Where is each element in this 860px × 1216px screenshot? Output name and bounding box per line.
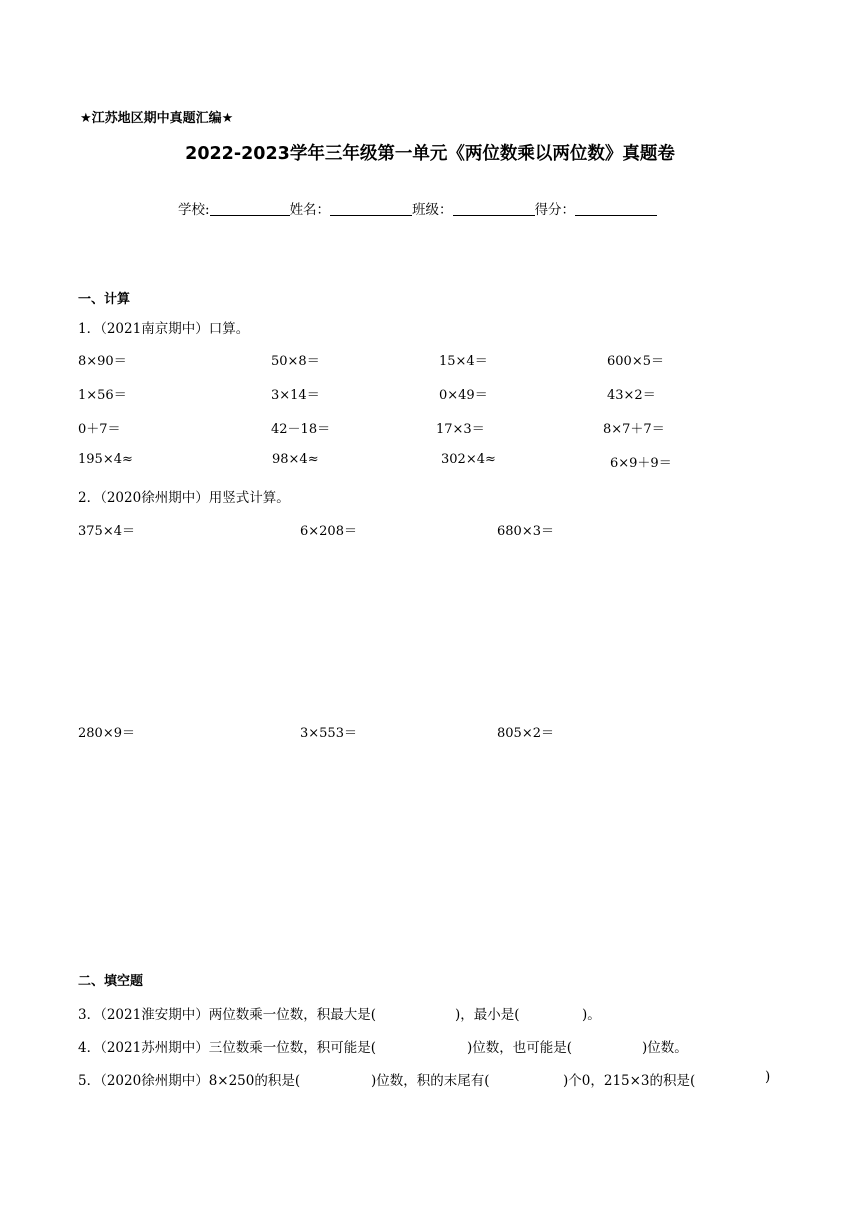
oral-calc-item: 0＋7＝ bbox=[78, 422, 121, 437]
oral-calc-item: 0×49＝ bbox=[439, 388, 488, 403]
page-title: 2022-2023学年三年级第一单元《两位数乘以两位数》真题卷 bbox=[185, 144, 675, 164]
oral-calc-item: 302×4≈ bbox=[441, 452, 496, 467]
question-5-part-1: 5．（2020徐州期中）8×250的积是( bbox=[78, 1073, 301, 1089]
oral-calc-item: 43×2＝ bbox=[607, 388, 656, 403]
question-5-part-2: )位数，积的末尾有( bbox=[371, 1073, 490, 1089]
vertical-calc-item: 280×9＝ bbox=[78, 726, 135, 741]
oral-calc-item: 15×4＝ bbox=[439, 354, 488, 369]
question-4-part-3: )位数。 bbox=[642, 1040, 688, 1056]
question-4-part-1: 4．（2021苏州期中）三位数乘一位数，积可能是( bbox=[78, 1040, 376, 1056]
student-info-line bbox=[178, 198, 657, 218]
section-fill-blank-title: 二、填空题 bbox=[78, 974, 144, 989]
class-blank[interactable] bbox=[453, 201, 535, 216]
oral-calc-item: 98×4≈ bbox=[272, 452, 319, 467]
class-label: 班级： bbox=[412, 202, 453, 218]
score-blank[interactable] bbox=[575, 201, 657, 216]
vertical-calc-item: 375×4＝ bbox=[78, 524, 135, 539]
vertical-calc-item: 680×3＝ bbox=[497, 524, 554, 539]
section-calculation-title: 一、计算 bbox=[78, 292, 131, 307]
question-3-part-3: )。 bbox=[582, 1007, 601, 1023]
question-5-part-4: ) bbox=[765, 1069, 771, 1085]
collection-tag: ★江苏地区期中真题汇编★ bbox=[80, 111, 234, 126]
vertical-calc-item: 3×553＝ bbox=[300, 726, 357, 741]
question-2-prompt: 2．（2020徐州期中）用竖式计算。 bbox=[78, 490, 290, 506]
oral-calc-item: 17×3＝ bbox=[436, 422, 485, 437]
question-5-part-3: )个0，215×3的积是( bbox=[563, 1073, 696, 1089]
oral-calc-item: 42－18＝ bbox=[271, 422, 331, 437]
name-label: 姓名： bbox=[289, 202, 331, 218]
oral-calc-item: 600×5＝ bbox=[607, 354, 664, 369]
question-4-part-2: )位数，也可能是( bbox=[467, 1040, 573, 1056]
question-1-prompt: 1．（2021南京期中）口算。 bbox=[78, 321, 250, 337]
oral-calc-item: 8×90＝ bbox=[78, 354, 127, 369]
school-blank[interactable] bbox=[210, 201, 290, 216]
school-label: 学校: bbox=[178, 202, 210, 218]
oral-calc-item: 8×7＋7＝ bbox=[603, 422, 665, 437]
oral-calc-item: 3×14＝ bbox=[271, 388, 320, 403]
vertical-calc-item: 805×2＝ bbox=[497, 726, 554, 741]
oral-calc-item: 50×8＝ bbox=[271, 354, 320, 369]
question-3-part-2: )，最小是( bbox=[455, 1007, 520, 1023]
vertical-calc-item: 6×208＝ bbox=[300, 524, 357, 539]
name-blank[interactable] bbox=[330, 201, 412, 216]
question-3-part-1: 3．（2021淮安期中）两位数乘一位数，积最大是( bbox=[78, 1007, 376, 1023]
oral-calc-item: 195×4≈ bbox=[78, 452, 133, 467]
oral-calc-item: 1×56＝ bbox=[78, 388, 127, 403]
score-label: 得分： bbox=[534, 202, 576, 218]
oral-calc-item: 6×9＋9＝ bbox=[610, 456, 672, 471]
